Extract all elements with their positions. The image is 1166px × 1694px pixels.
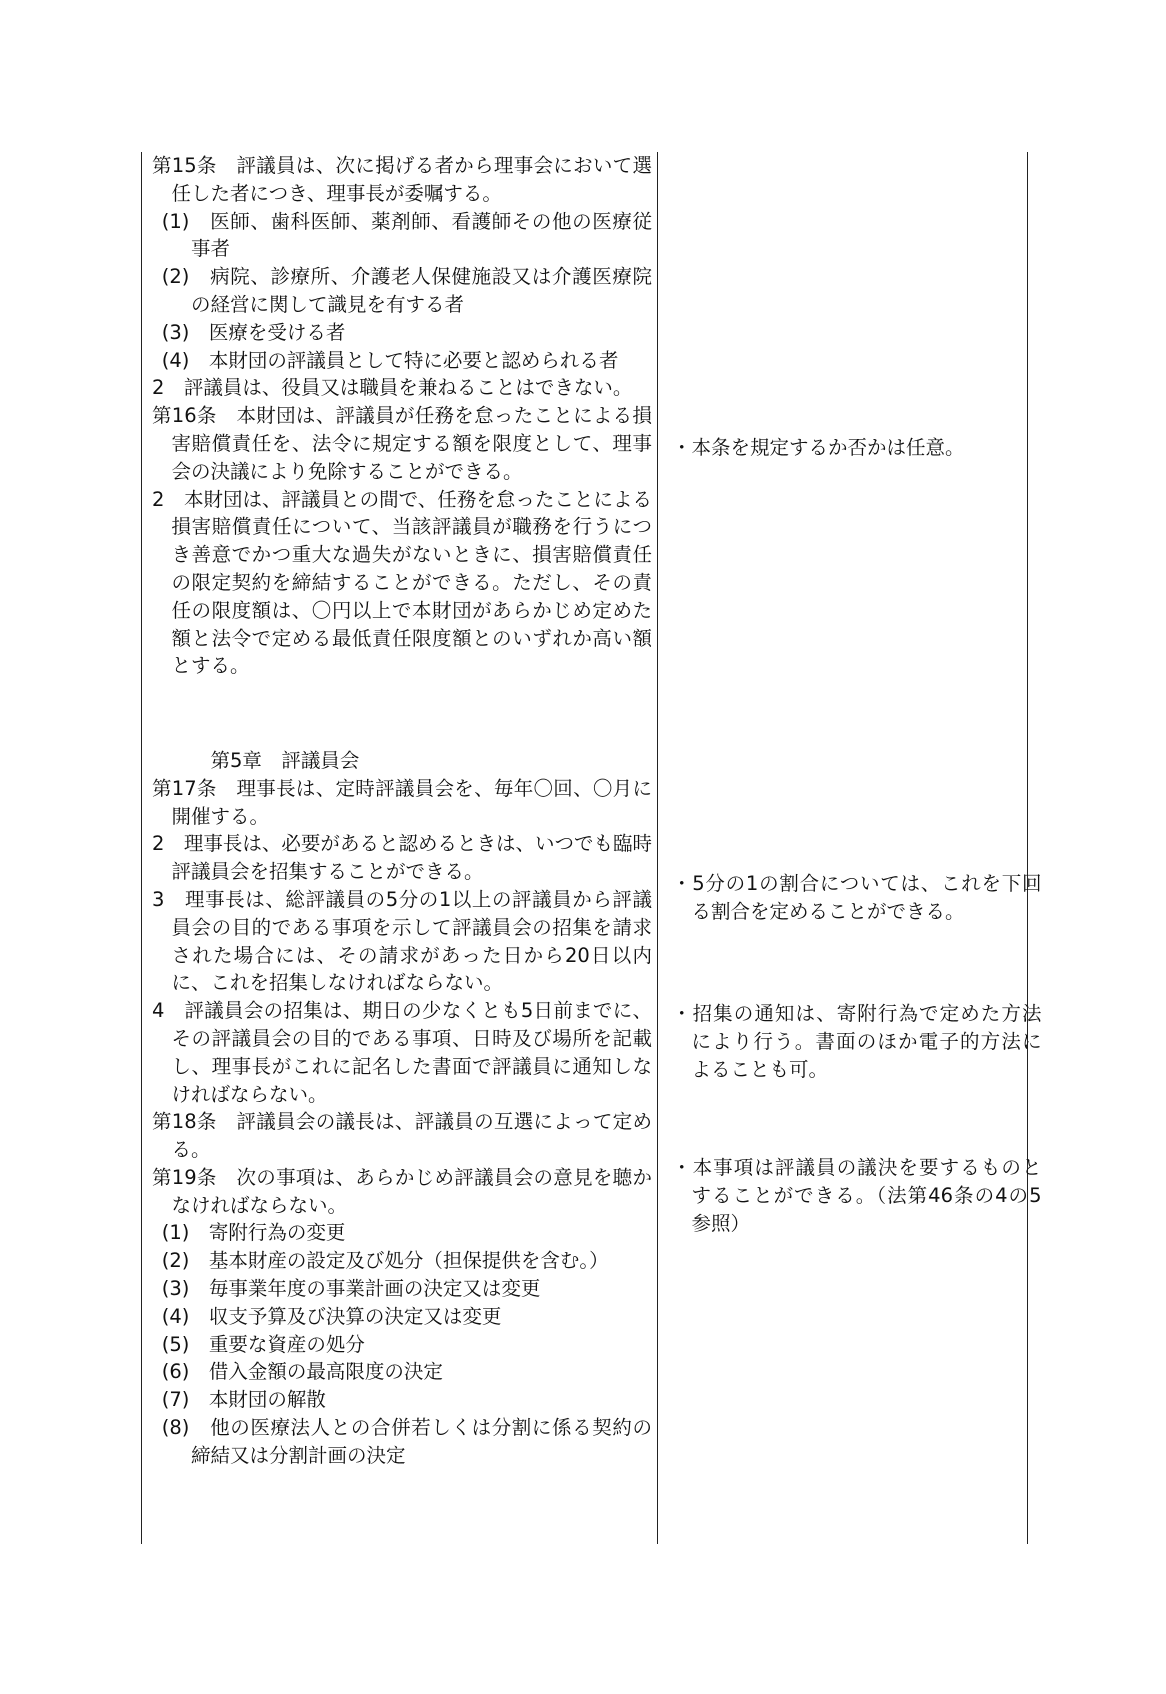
articles-column: [152, 152, 652, 1470]
note-item: ・本条を規定するか否かは任意。: [672, 436, 965, 459]
list-item: (3) 医療を受ける者: [161, 320, 346, 344]
list-item: (1) 医師、歯科医師、薬剤師、看護師その他の医療従事者: [161, 209, 652, 261]
list-item: (4) 収支予算及び決算の決定又は変更: [161, 1304, 502, 1328]
spacer: [152, 700, 652, 728]
note-item: ・本事項は評議員の議決を要するものとすることができる。（法第46条の4の5参照）: [672, 1156, 1042, 1235]
article-paragraph: 第19条 次の事項は、あらかじめ評議員会の意見を聴かなければならない。: [152, 1165, 652, 1217]
article-paragraph: 2 本財団は、評議員との間で、任務を怠ったことによる損害賠償責任について、当該評議員が職務を行うにつき善意でかつ重大な過失がないときに、損害賠償責任の限定契約を締結することができる。ただし、その責任の限度額は、〇円以上で本財団があらかじめ定めた額と法令で定める最低責任限度額とのいずれか高い額とする。: [152, 487, 652, 678]
list-item: (4) 本財団の評議員として特に必要と認められる者: [161, 348, 619, 372]
article-paragraph: 第17条 理事長は、定時評議員会を、毎年〇回、〇月に開催する。: [152, 776, 652, 828]
article-paragraph: 第15条 評議員は、次に掲げる者から理事会において選任した者につき、理事長が委嘱する。: [152, 154, 652, 205]
list-item: (6) 借入金額の最高限度の決定: [161, 1360, 443, 1384]
list-item: (2) 基本財産の設定及び処分（担保提供を含む。）: [161, 1249, 609, 1273]
list-item: (8) 他の医療法人との合併若しくは分割に係る契約の締結又は分割計画の決定: [161, 1416, 652, 1467]
list-item: (5) 重要な資産の処分: [161, 1332, 365, 1356]
list-item: (3) 毎事業年度の事業計画の決定又は変更: [161, 1277, 541, 1301]
article-paragraph: 第18条 評議員会の議長は、評議員の互選によって定める。: [152, 1110, 652, 1162]
list-item: (2) 病院、診療所、介護老人保健施設又は介護医療院の経営に関して識見を有する者: [161, 265, 652, 316]
article-paragraph: 3 理事長は、総評議員の5分の1以上の評議員から評議員会の目的である事項を示して評議員会の招集を請求された場合には、その請求があった日から20日以内に、これを招集しなければならない。: [152, 887, 652, 995]
article-paragraph: 2 評議員は、役員又は職員を兼ねることはできない。: [152, 376, 633, 400]
note-item: ・招集の通知は、寄附行為で定めた方法により行う。書面のほか電子的方法によることも可。: [672, 1002, 1042, 1081]
article-paragraph: 2 理事長は、必要があると認めるときは、いつでも臨時評議員会を招集することができる。: [152, 832, 652, 884]
chapter-heading: 第5章 評議員会: [210, 748, 360, 772]
article-paragraph: 4 評議員会の招集は、期日の少なくとも5日前までに、その評議員会の目的である事項、日時及び場所を記載し、理事長がこれに記名した書面で評議員に通知しなければならない。: [152, 999, 652, 1106]
table-right-border: [1027, 152, 1028, 1544]
list-item: (1) 寄附行為の変更: [161, 1221, 346, 1245]
note-item: ・5分の1の割合については、これを下回る割合を定めることができる。: [672, 872, 1042, 923]
table-left-border: [141, 152, 142, 1544]
list-item: (7) 本財団の解散: [161, 1388, 326, 1412]
table-column-divider: [657, 152, 658, 1544]
article-paragraph: 第16条 本財団は、評議員が任務を怠ったことによる損害賠償責任を、法令に規定する額を限度として、理事会の決議により免除することができる。: [152, 404, 652, 483]
